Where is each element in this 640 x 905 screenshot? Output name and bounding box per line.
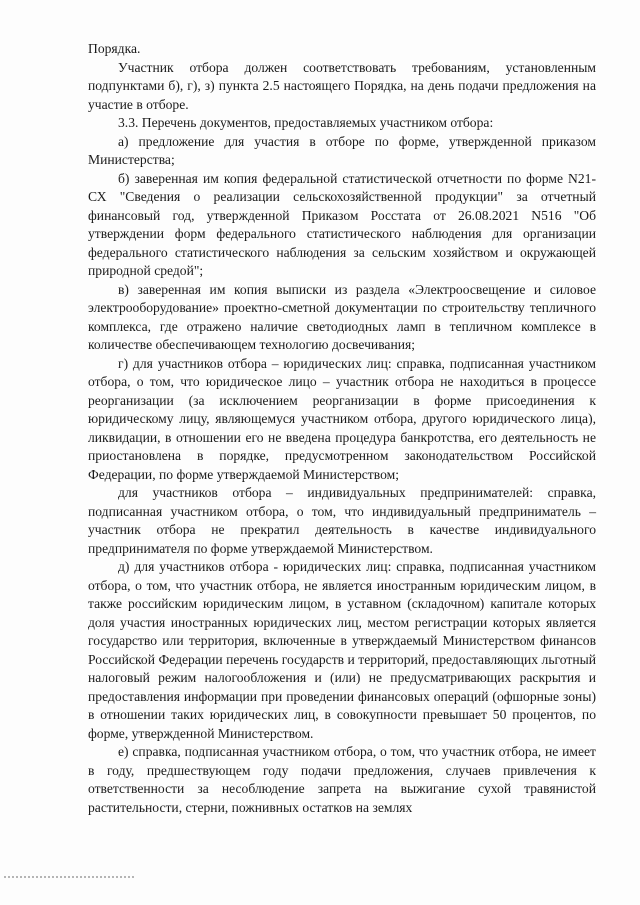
paragraph-item-b: б) заверенная им копия федеральной статистической отчетности по форме N21-СХ "Сведения о реализации сельскохозяйственной продукции" за отчетный финансовый год, утвержденной Приказом Росстата от 26.08.2021 N516 "Об утверждении форм федерального статистического наблюдения для организации федерального статистического наблюдения за сельским хозяйством и окружающей природной средой"; <box>88 170 596 278</box>
paragraph-item-g: г) для участников отбора – юридических лиц: справка, подписанная участником отбора, о том, что юридическое лицо – участник отбора не находиться в процессе реорганизации (за исключением реорганизации в форме присоединения к юридическому лицу, являющемуся участником отбора, другого юридического лица), ликвидации, в отношении его не введена процедура банкротства, его деятельность не приостановлена в порядке, предусмотренном законодательством Российской Федерации, по форме утверждаемой Министерством; <box>88 355 596 482</box>
paragraph-item-a: а) предложение для участия в отборе по форме, утвержденной приказом Министерства; <box>88 133 596 167</box>
paragraph-item-v: в) заверенная им копия выписки из раздела «Электроосвещение и силовое электрооборудование» проектно-сметной документации по строительству тепличного комплекса, где отражено наличие светодиодных ламп в тепличном комплексе в количестве обеспечивающем технологию досвечивания; <box>88 281 596 352</box>
paragraph-participant-requirements: Участник отбора должен соответствовать требованиям, установленным подпунктами б), г), з) пункта 2.5 настоящего Порядка, на день подачи предложения на участие в отборе. <box>88 59 596 112</box>
scan-artifact <box>4 876 134 878</box>
document-body <box>88 40 596 817</box>
paragraph-item-e: е) справка, подписанная участником отбора, о том, что участник отбора, не имеет в году, предшествующем году подачи предложения, случаев привлечения к ответственности за несоблюдение запрета на выжигание сухой травянистой растительности, стерни, пожнивных остатков на землях <box>88 744 596 815</box>
paragraph-entrepreneurs: для участников отбора – индивидуальных предпринимателей: справка, подписанная участником отбора, о том, что индивидуальный предприниматель – участник отбора не прекратил деятельность в качестве индивидуального предпринимателя по форме утверждаемой Министерством. <box>88 485 596 556</box>
paragraph-continuation: Порядка. <box>88 41 141 56</box>
paragraph-section-3-3: 3.3. Перечень документов, предоставляемых участником отбора: <box>118 115 494 130</box>
paragraph-item-d: д) для участников отбора - юридических лиц: справка, подписанная участником отбора, о том, что участник отбора, не является иностранным юридическим лицом, в также российским юридическим лицом, в уставном (складочном) капитале которых доля участия иностранных юридических лиц, местом регистрации которых является государство или территория, включенные в утверждаемый Министерством финансов Российской Федерации перечень государств и территорий, предоставляющих льготный налоговый режим налогообложения и (или) не предусматривающих раскрытия и предоставления информации при проведении финансовых операций (офшорные зоны) в отношении таких юридических лиц, в совокупности превышает 50 процентов, по форме, утвержденной Министерством. <box>88 559 596 741</box>
